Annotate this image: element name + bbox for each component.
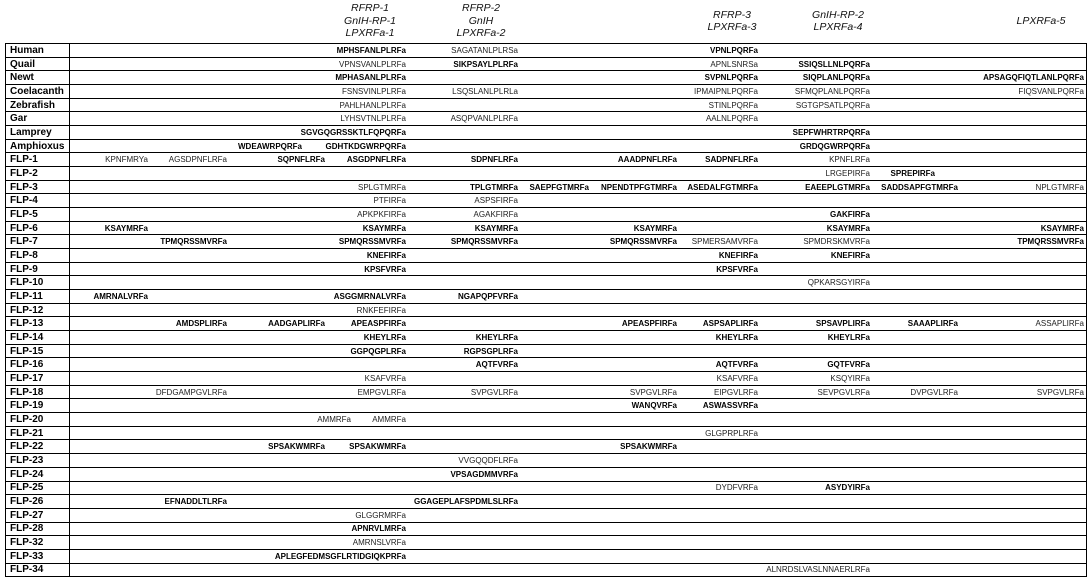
peptide-sequence: APEASPFIRFa	[350, 319, 406, 329]
peptide-sequence: GDHTKDGWRPQRFa	[325, 141, 406, 151]
peptide-sequence: GLGPRPLRFa	[705, 428, 758, 438]
column-header-line: LPXRFa-1	[345, 27, 395, 40]
row-label: FLP-17	[6, 372, 70, 385]
peptide-sequence: TPMQRSSMVRFa	[160, 237, 227, 247]
peptide-sequence: KSAFVRFa	[716, 373, 758, 383]
peptide-sequence: SPMQRSSMVRFa	[450, 237, 518, 247]
row-label: FLP-34	[6, 564, 70, 577]
peptide-sequence: ASSAPLIRFa	[1035, 319, 1084, 329]
row-label: Coelacanth	[6, 85, 70, 98]
table-row	[6, 98, 1086, 112]
peptide-sequence: PAHLHANLPLRFa	[339, 100, 406, 110]
column-header	[677, 0, 787, 42]
row-label: FLP-5	[6, 208, 70, 221]
peptide-sequence: SPMDRSKMVRFa	[803, 237, 870, 247]
peptide-sequence: KPSFVRFa	[716, 264, 758, 274]
peptide-sequence: ASWASSVRFa	[702, 401, 758, 411]
peptide-sequence: KHEYLRFa	[475, 332, 518, 342]
peptide-sequence: SPMERSAMVRFa	[691, 237, 758, 247]
peptide-sequence: APEASPFIRFa	[621, 319, 677, 329]
peptide-sequence: SFMQPLANLPQRFa	[794, 86, 870, 96]
peptide-sequence: SPSAKWMRFa	[620, 442, 677, 452]
row-label: Zebrafish	[6, 99, 70, 112]
table-row	[6, 481, 1086, 495]
peptide-sequence: ASPSAPLIRFa	[702, 319, 758, 329]
peptide-sequence: AMMRFa	[372, 414, 406, 424]
column-header-line: GnIH-RP-2	[812, 8, 864, 21]
column-header-line: LPXRFa-4	[813, 21, 863, 33]
row-label: FLP-1	[6, 153, 70, 166]
peptide-sequence: AGSDPNFLRFa	[168, 155, 227, 165]
column-header-line: RFRP-3	[713, 8, 751, 21]
peptide-sequence: GRDQGWRPQRFa	[799, 141, 870, 151]
peptide-sequence: SPSAKWMRFa	[268, 442, 325, 452]
table-row	[6, 371, 1086, 385]
peptide-sequence: EFNADDLTLRFa	[164, 497, 227, 506]
table-row	[6, 152, 1086, 166]
peptide-sequence: RGPSGPLRFa	[463, 346, 518, 356]
peptide-sequence: GGAGEPLAFSPDMLSLRFa	[413, 497, 518, 506]
row-label: FLP-25	[6, 482, 70, 495]
peptide-sequence: VPSAGDMMVRFa	[450, 469, 518, 479]
peptide-sequence: ALNRDSLVASLNNAERLRFa	[766, 565, 870, 575]
row-label: Gar	[6, 112, 70, 125]
peptide-sequence: SADDSAPFGTMRFa	[881, 182, 958, 192]
row-label: FLP-8	[6, 249, 70, 262]
peptide-sequence: SVPNLPQRFa	[704, 73, 758, 83]
table-row	[6, 166, 1086, 180]
peptide-sequence: ASQPVANLPLRFa	[450, 114, 518, 124]
peptide-sequence: FSNSVINLPLRFa	[341, 86, 406, 96]
peptide-sequence: SEPFWHRTRPQRFa	[792, 127, 870, 137]
peptide-sequence: ASEDALFGTMRFa	[687, 182, 758, 192]
peptide-sequence: QPKARSGYIRFa	[807, 278, 870, 288]
table-row	[6, 453, 1086, 467]
row-label: FLP-12	[6, 304, 70, 317]
table-row	[6, 303, 1086, 317]
row-label: Lamprey	[6, 126, 70, 139]
peptide-sequence: WANQVRFa	[631, 401, 677, 411]
peptide-sequence: AMMRFa	[317, 414, 351, 424]
table-row	[6, 385, 1086, 399]
peptide-table	[5, 43, 1087, 577]
table-row	[6, 248, 1086, 262]
peptide-sequence: SSIQSLLNLPQRFa	[798, 59, 870, 69]
peptide-sequence: EMPGVLRFa	[357, 387, 406, 397]
peptide-sequence: KHEYLRFa	[363, 332, 406, 342]
table-row	[6, 426, 1086, 440]
peptide-sequence: SVPGVLRFa	[470, 387, 518, 397]
peptide-sequence: VVGQQDFLRFa	[458, 455, 518, 465]
row-label: FLP-4	[6, 194, 70, 207]
column-header-line: LPXRFa-5	[1016, 14, 1066, 27]
peptide-sequence: KPNFMRYa	[105, 155, 148, 165]
peptide-sequence: KSAFVRFa	[364, 373, 406, 383]
peptide-sequence: SQPNFLRFa	[277, 155, 325, 165]
table-row	[6, 125, 1086, 139]
column-header	[783, 0, 893, 42]
peptide-sequence: KSAYMRFa	[362, 223, 406, 233]
peptide-sequence: KSQYIRFa	[830, 373, 870, 383]
peptide-sequence: LYHSVTNLPLRFa	[340, 114, 406, 124]
peptide-sequence: AMRNSLVRFa	[352, 538, 406, 548]
row-label: Quail	[6, 58, 70, 71]
column-header-line: RFRP-1	[351, 2, 389, 15]
table-row	[6, 289, 1086, 303]
column-header-line: GnIH	[468, 14, 494, 27]
peptide-sequence: VPNSVANLPLRFa	[339, 59, 406, 69]
row-label: FLP-24	[6, 468, 70, 481]
table-row	[6, 221, 1086, 235]
peptide-sequence: DYDFVRFa	[715, 483, 758, 493]
peptide-sequence: IPMAIPNLPQRFa	[693, 86, 758, 96]
peptide-sequence: LRGEPIRFa	[825, 168, 870, 178]
row-label: FLP-21	[6, 427, 70, 440]
peptide-sequence: AGAKFIRFa	[473, 209, 518, 219]
table-row	[6, 111, 1086, 125]
column-header-line: GnIH-RP-1	[344, 14, 396, 27]
peptide-sequence: APSAGQFIQTLANLPQRFa	[983, 73, 1084, 83]
row-label: FLP-22	[6, 440, 70, 453]
peptide-sequence: AADGAPLIRFa	[268, 319, 325, 329]
table-row	[6, 535, 1086, 549]
peptide-sequence: VPNLPQRFa	[709, 45, 758, 55]
row-label: FLP-15	[6, 345, 70, 358]
peptide-sequence: APLEGFEDMSGFLRTIDGIQKPRFa	[274, 551, 406, 561]
peptide-sequence: SPSAVPLIRFa	[815, 319, 870, 329]
table-row	[6, 467, 1086, 481]
peptide-sequence: KNEFIRFa	[366, 250, 406, 260]
table-row	[6, 316, 1086, 330]
peptide-sequence: SVPGVLRFa	[629, 387, 677, 397]
peptide-sequence: EAEEPLGTMRFa	[805, 182, 870, 192]
peptide-sequence: KSAYMRFa	[826, 223, 870, 233]
row-label: FLP-23	[6, 454, 70, 467]
peptide-sequence: KSAYMRFa	[474, 223, 518, 233]
peptide-sequence: SPMQRSSMVRFa	[338, 237, 406, 247]
peptide-sequence: GLGGRMRFa	[355, 510, 406, 520]
peptide-sequence: SEVPGVLRFa	[817, 387, 870, 397]
row-label: FLP-16	[6, 358, 70, 371]
row-label: FLP-3	[6, 181, 70, 194]
column-header	[315, 0, 425, 42]
row-label: FLP-7	[6, 235, 70, 248]
peptide-sequence: KHEYLRFa	[827, 332, 870, 342]
row-label: FLP-9	[6, 263, 70, 276]
table-row	[6, 139, 1086, 153]
row-label: FLP-14	[6, 331, 70, 344]
peptide-sequence: TPLGTMRFa	[470, 182, 518, 192]
peptide-sequence: RNKFEFIRFa	[356, 305, 406, 315]
row-label: FLP-20	[6, 413, 70, 426]
peptide-sequence: APNLSNRSa	[710, 59, 758, 69]
row-label: FLP-27	[6, 509, 70, 522]
peptide-sequence: SPREPIRFa	[890, 168, 935, 178]
peptide-sequence: SAEPFGTMRFa	[529, 182, 589, 192]
table-row	[6, 549, 1086, 563]
peptide-sequence: KSAYMRFa	[1040, 223, 1084, 233]
peptide-sequence: KSAYMRFa	[104, 223, 148, 233]
row-label: FLP-19	[6, 399, 70, 412]
peptide-sequence: SGTGPSATLPQRFa	[795, 100, 870, 110]
table-row	[6, 275, 1086, 289]
table-row	[6, 344, 1086, 358]
peptide-sequence: FIQSVANLPQRFa	[1018, 86, 1084, 96]
table-row	[6, 84, 1086, 98]
peptide-sequence: AQTFVRFa	[715, 360, 758, 370]
row-label: FLP-11	[6, 290, 70, 303]
table-row	[6, 44, 1086, 57]
peptide-sequence: NPLGTMRFa	[1035, 182, 1084, 192]
row-label: FLP-13	[6, 317, 70, 330]
peptide-sequence: WDEAWRPQRFa	[238, 141, 302, 151]
peptide-sequence: SDPNFLRFa	[470, 155, 518, 165]
row-label: FLP-6	[6, 222, 70, 235]
peptide-sequence: SIQPLANLPQRFa	[802, 73, 870, 83]
peptide-sequence: AMDSPLIRFa	[175, 319, 227, 329]
peptide-sequence: ASGDPNFLRFa	[346, 155, 406, 165]
table-row	[6, 57, 1086, 71]
peptide-sequence: KPNFLRFa	[829, 155, 870, 165]
peptide-sequence: GAKFIRFa	[830, 209, 870, 219]
peptide-sequence: NGAPQPFVRFa	[457, 291, 518, 301]
peptide-sequence: AMRNALVRFa	[93, 291, 148, 301]
table-row	[6, 522, 1086, 536]
peptide-sequence: SPSAKWMRFa	[349, 442, 406, 452]
peptide-sequence: SIKPSAYLPLRFa	[453, 59, 518, 69]
peptide-sequence: SPLGTMRFa	[357, 182, 406, 192]
peptide-sequence: ASPSFIRFa	[474, 196, 518, 206]
peptide-sequence: EIPGVLRFa	[713, 387, 758, 397]
peptide-sequence: ASYDYIRFa	[825, 483, 870, 493]
table-row	[6, 207, 1086, 221]
peptide-sequence: KHEYLRFa	[715, 332, 758, 342]
table-row	[6, 412, 1086, 426]
table-row	[6, 193, 1086, 207]
table-row	[6, 563, 1086, 577]
peptide-sequence: KSAYMRFa	[633, 223, 677, 233]
peptide-sequence: SPMQRSSMVRFa	[609, 237, 677, 247]
row-label: Newt	[6, 71, 70, 84]
row-label: FLP-28	[6, 523, 70, 536]
peptide-sequence: MPHASANLPLRFa	[335, 73, 406, 83]
column-header-line: LPXRFa-2	[456, 27, 506, 40]
peptide-sequence: LSQSLANLPLRLa	[452, 86, 518, 96]
row-label: FLP-18	[6, 386, 70, 399]
peptide-sequence: DVPGVLRFa	[910, 387, 958, 397]
table-row	[6, 180, 1086, 194]
table-row	[6, 234, 1086, 248]
peptide-sequence: DFDGAMPGVLRFa	[155, 387, 227, 397]
table-row	[6, 357, 1086, 371]
peptide-sequence: SVPGVLRFa	[1036, 387, 1084, 397]
table-row	[6, 70, 1086, 84]
row-label: Amphioxus	[6, 140, 70, 153]
column-header-line: LPXRFa-3	[707, 21, 757, 33]
column-header	[426, 0, 536, 42]
peptide-sequence: SAGATANLPLRSa	[451, 45, 518, 55]
column-header	[986, 0, 1091, 42]
peptide-sequence: SADPNFLRFa	[705, 155, 758, 165]
peptide-sequence: KNEFIRFa	[718, 250, 758, 260]
peptide-sequence: NPENDTPFGTMRFa	[601, 182, 677, 192]
table-row	[6, 398, 1086, 412]
peptide-sequence: GGPQGPLRFa	[350, 346, 406, 356]
table-row	[6, 508, 1086, 522]
row-label: FLP-2	[6, 167, 70, 180]
table-row	[6, 330, 1086, 344]
peptide-sequence: AAADPNFLRFa	[617, 155, 677, 165]
peptide-sequence: KNEFIRFa	[830, 250, 870, 260]
row-label: FLP-33	[6, 550, 70, 563]
peptide-sequence: SAAAPLIRFa	[907, 319, 958, 329]
peptide-sequence: STINLPQRFa	[708, 100, 758, 110]
peptide-sequence: APNRVLMRFa	[351, 524, 406, 534]
peptide-sequence: GQTFVRFa	[827, 360, 870, 370]
peptide-sequence: MPHSFANLPLRFa	[336, 45, 406, 55]
peptide-sequence: ASGGMRNALVRFa	[333, 291, 406, 301]
table-row	[6, 262, 1086, 276]
row-label: FLP-32	[6, 536, 70, 549]
row-label: FLP-26	[6, 495, 70, 508]
row-label: FLP-10	[6, 276, 70, 289]
peptide-sequence: APKPKFIRFa	[357, 209, 406, 219]
peptide-sequence: SGVGQGRSSKTLFQPQRFa	[300, 127, 406, 137]
table-row	[6, 494, 1086, 508]
peptide-sequence: AALNLPQRFa	[705, 114, 758, 124]
peptide-sequence: KPSFVRFa	[364, 264, 406, 274]
peptide-sequence: TPMQRSSMVRFa	[1017, 237, 1084, 247]
peptide-sequence: PTFIRFa	[373, 196, 406, 206]
table-row	[6, 439, 1086, 453]
column-header-line: RFRP-2	[462, 2, 500, 15]
peptide-sequence: AQTFVRFa	[475, 360, 518, 370]
row-label: Human	[6, 44, 70, 57]
